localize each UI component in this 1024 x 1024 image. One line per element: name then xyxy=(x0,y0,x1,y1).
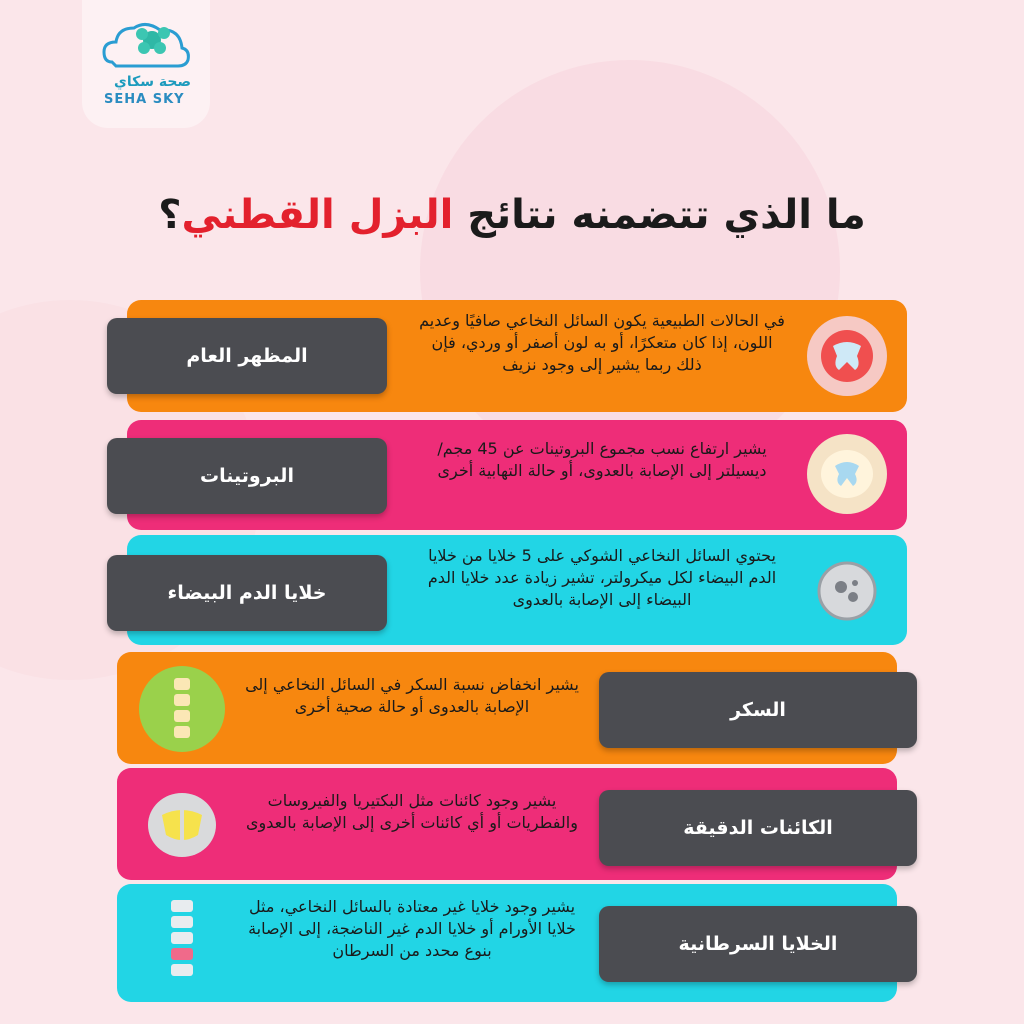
row-label xyxy=(599,672,917,748)
row-description: في الحالات الطبيعية يكون السائل النخاعي صافيًا وعديم اللون، إذا كان متعكرًا، أو به لون أصفر أو وردي، فإن ذلك ربما يشير إلى وجود نزيف xyxy=(419,311,785,374)
row-label xyxy=(599,790,917,866)
row-description: يشير انخفاض نسبة السكر في السائل النخاعي إلى الإصابة بالعدوى أو حالة صحية أخرى xyxy=(245,675,579,716)
row-label-text: الكائنات الدقيقة xyxy=(683,817,833,839)
row-description: يشير وجود كائنات مثل البكتيريا والفيروسات والفطريات أو أي كائنات أخرى إلى الإصابة بالعدوى xyxy=(246,791,578,832)
row-label-text: الخلايا السرطانية xyxy=(678,933,838,955)
info-row-cancer-cells xyxy=(117,884,897,1002)
row-label-text: المظهر العام xyxy=(186,345,308,367)
title-text: ما الذي تتضمنه نتائج xyxy=(453,192,866,238)
row-label xyxy=(599,906,917,982)
vertebrae-icon xyxy=(139,666,225,752)
row-label xyxy=(107,318,387,394)
logo-english-text: SEHA SKY xyxy=(104,92,185,107)
title-accent: البزل القطني xyxy=(181,192,454,238)
spinal-cord-cross-section-icon xyxy=(807,434,887,514)
row-description: يشير وجود خلايا غير معتادة بالسائل النخاعي، مثل خلايا الأورام أو خلايا الدم غير الناضجة، إلى الإصابة بنوع محدد من السرطان xyxy=(248,897,576,960)
info-row-microorganisms xyxy=(117,768,897,880)
info-row-proteins xyxy=(127,420,907,530)
row-label xyxy=(107,555,387,631)
info-row-sugar xyxy=(117,652,897,764)
background-decoration xyxy=(420,60,840,480)
logo-arabic-text: صحة سكاي xyxy=(114,74,191,90)
info-row-white-blood-cells xyxy=(127,535,907,645)
row-label-text: البروتينات xyxy=(200,465,294,487)
spine-icon xyxy=(147,896,217,992)
row-label xyxy=(107,438,387,514)
page-title xyxy=(0,192,1024,238)
cloud-icon xyxy=(82,0,210,80)
row-label-text: السكر xyxy=(730,699,786,721)
info-row-appearance xyxy=(127,300,907,412)
logo xyxy=(82,0,210,128)
row-description: يحتوي السائل النخاعي الشوكي على 5 خلايا من خلايا الدم البيضاء لكل ميكرولتر، تشير زيادة عدد خلايا الدم البيضاء إلى الإصابة بالعدوى xyxy=(427,546,777,609)
title-question-mark: ؟ xyxy=(158,192,182,238)
white-blood-cell-icon xyxy=(807,551,887,631)
spinal-cord-cross-section-icon xyxy=(807,316,887,396)
row-description: يشير ارتفاع نسب مجموع البروتينات عن 45 مجم/ ديسيلتر إلى الإصابة بالعدوى، أو حالة التهابية أخرى xyxy=(437,439,767,480)
brain-icon xyxy=(139,782,225,868)
row-label-text: خلايا الدم البيضاء xyxy=(167,582,327,604)
